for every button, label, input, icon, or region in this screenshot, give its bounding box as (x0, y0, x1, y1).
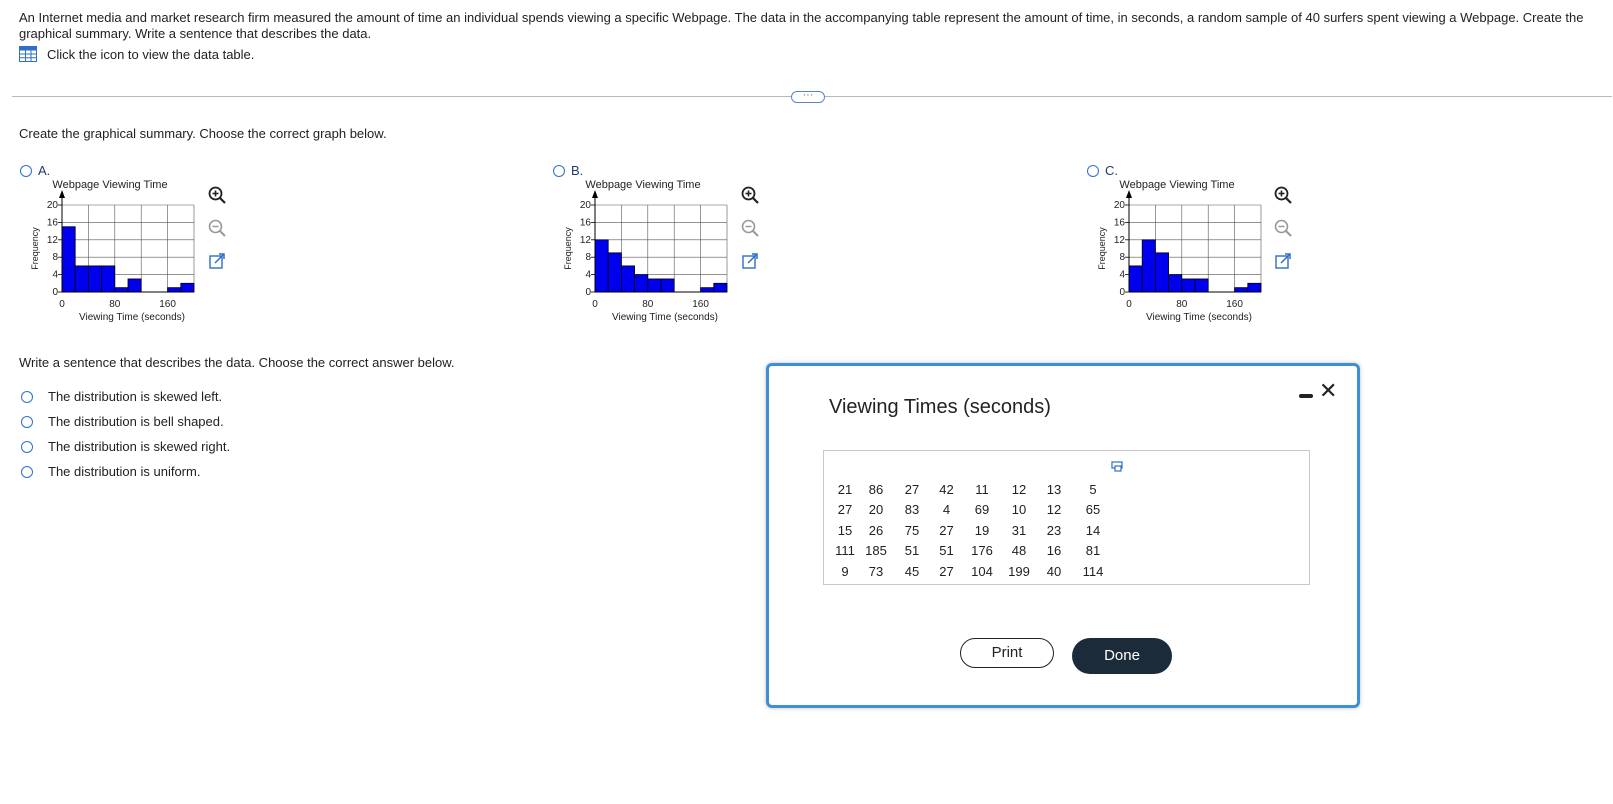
x-axis-label: Viewing Time (seconds) (79, 312, 185, 323)
data-row (832, 520, 1115, 541)
answer-uniform[interactable] (21, 459, 230, 484)
y-tick-label: 12 (46, 234, 58, 246)
histogram-bar (1195, 279, 1208, 292)
data-cell: 83 (904, 502, 920, 518)
data-cell: 45 (904, 563, 920, 579)
y-tick-label: 0 (1119, 287, 1125, 298)
data-cell: 27 (939, 522, 954, 538)
data-cell: 199 (1008, 563, 1030, 579)
data-cell: 4 (942, 502, 951, 518)
answer-label[interactable]: The distribution is skewed left. (48, 389, 223, 404)
data-cell: 21 (837, 481, 853, 497)
y-tick-label: 0 (585, 287, 591, 298)
expand-ellipsis-button[interactable]: ··· (791, 91, 825, 103)
x-tick-label: 0 (592, 299, 598, 310)
histogram-bar (168, 288, 181, 292)
answer-radio[interactable] (21, 441, 33, 453)
answer-radio[interactable] (21, 466, 33, 478)
y-tick-label: 8 (585, 252, 591, 264)
data-cell: 27 (837, 502, 853, 518)
x-tick-label: 80 (109, 299, 121, 310)
chart-title: Webpage Viewing Time (1119, 179, 1235, 191)
data-cell: 5 (1089, 481, 1097, 497)
data-cell: 42 (939, 481, 954, 497)
histogram-b (561, 176, 761, 336)
y-tick-label: 20 (46, 200, 58, 211)
data-cell: 48 (1011, 543, 1027, 559)
x-axis-label: Viewing Time (seconds) (612, 312, 718, 323)
zoom-out-icon[interactable] (207, 218, 227, 238)
option-a-label[interactable]: A. (38, 163, 51, 178)
data-row (832, 500, 1115, 521)
done-button[interactable]: Done (1072, 638, 1172, 674)
answer-skewed-left[interactable] (21, 384, 230, 409)
chart-title: Webpage Viewing Time (52, 179, 168, 191)
y-tick-label: 4 (585, 269, 591, 281)
y-tick-label: 8 (52, 252, 58, 264)
close-icon[interactable]: ✕ (1319, 378, 1338, 403)
histogram-bar (648, 279, 661, 292)
data-cell: 16 (1046, 543, 1062, 559)
data-cell: 12 (1046, 502, 1062, 518)
histogram-bar (608, 253, 621, 292)
data-cell: 75 (904, 522, 920, 538)
answer-bell-shaped[interactable] (21, 409, 230, 434)
data-cell: 185 (865, 543, 887, 559)
option-a-radio[interactable] (20, 165, 32, 177)
histogram-bar (1142, 240, 1155, 292)
zoom-in-icon[interactable] (740, 185, 760, 205)
answer-list (21, 384, 230, 484)
data-cell: 40 (1046, 563, 1062, 579)
answer-radio[interactable] (21, 416, 33, 428)
data-row (832, 479, 1115, 500)
histogram-bar (1182, 279, 1195, 292)
data-row (832, 541, 1115, 562)
data-cell: 111 (835, 543, 855, 559)
x-axis-label: Viewing Time (seconds) (1146, 312, 1252, 323)
x-tick-label: 0 (59, 299, 65, 310)
histogram-bar (115, 288, 128, 292)
data-cell: 51 (939, 543, 954, 559)
y-tick-label: 20 (579, 200, 591, 211)
x-tick-label: 160 (692, 299, 709, 310)
graph-question: Create the graphical summary. Choose the correct graph below. (19, 126, 387, 141)
answer-radio[interactable] (21, 391, 33, 403)
histogram-bar (621, 266, 634, 292)
chart-title: Webpage Viewing Time (585, 179, 701, 191)
zoom-in-icon[interactable] (207, 185, 227, 205)
histogram-bar (1169, 275, 1182, 292)
histogram-bar (1155, 253, 1168, 292)
x-tick-label: 160 (1226, 299, 1243, 310)
data-cell: 65 (1085, 502, 1101, 518)
x-tick-label: 80 (1176, 299, 1188, 310)
data-cell: 104 (971, 563, 993, 579)
y-axis-arrow (59, 190, 65, 198)
y-axis-label: Frequency (30, 227, 40, 270)
y-tick-label: 16 (579, 217, 591, 229)
histogram-c (1095, 176, 1295, 336)
answer-label[interactable]: The distribution is bell shaped. (48, 414, 224, 429)
histogram-bar (714, 283, 727, 292)
histogram-bar (1235, 288, 1248, 292)
data-table (832, 479, 1115, 582)
pop-out-icon[interactable] (1273, 251, 1293, 271)
minimize-icon[interactable] (1299, 394, 1313, 398)
data-cell: 14 (1085, 522, 1101, 538)
histogram-bar (88, 266, 101, 292)
data-cell: 176 (971, 543, 993, 559)
modal-title: Viewing Times (seconds) (829, 396, 1051, 418)
data-cell: 114 (1082, 563, 1104, 579)
data-cell: 27 (939, 563, 954, 579)
y-tick-label: 16 (46, 217, 58, 229)
answer-skewed-right[interactable] (21, 434, 230, 459)
histogram-bar (102, 266, 115, 292)
answer-label[interactable]: The distribution is skewed right. (48, 439, 231, 454)
option-c-radio[interactable] (1087, 165, 1099, 177)
data-link-label[interactable]: Click the icon to view the data table. (47, 46, 255, 62)
x-tick-label: 0 (1126, 299, 1132, 310)
zoom-out-icon[interactable] (740, 218, 760, 238)
answer-label[interactable]: The distribution is uniform. (48, 464, 201, 479)
histogram-bar (181, 283, 194, 292)
y-tick-label: 16 (1113, 217, 1125, 229)
y-axis-label: Frequency (1097, 227, 1107, 270)
data-cell: 19 (974, 522, 990, 538)
data-cell: 20 (868, 502, 884, 518)
y-tick-label: 4 (52, 269, 58, 281)
histogram-bar (595, 240, 608, 292)
data-cell: 15 (837, 522, 853, 538)
histogram-svg (561, 176, 761, 336)
pop-out-icon[interactable] (740, 251, 760, 271)
option-b-label[interactable]: B. (571, 163, 584, 178)
y-tick-label: 20 (1113, 200, 1125, 211)
histogram-a (28, 176, 228, 336)
histogram-bar (661, 279, 674, 292)
histogram-bar (635, 275, 648, 292)
y-tick-label: 0 (52, 287, 58, 298)
data-cell: 10 (1011, 502, 1027, 518)
data-cell: 31 (1011, 522, 1027, 538)
data-table-box (823, 450, 1310, 585)
data-cell: 11 (975, 481, 989, 497)
data-cell: 23 (1046, 522, 1062, 538)
data-cell: 12 (1011, 481, 1027, 497)
pop-out-icon[interactable] (207, 251, 227, 271)
y-tick-label: 8 (1119, 252, 1125, 264)
zoom-out-icon[interactable] (1273, 218, 1293, 238)
y-tick-label: 12 (579, 234, 591, 246)
histogram-bar (128, 279, 141, 292)
x-tick-label: 80 (642, 299, 654, 310)
y-axis-label: Frequency (563, 227, 573, 270)
x-tick-label: 160 (159, 299, 176, 310)
data-cell: 13 (1046, 481, 1062, 497)
copy-icon[interactable] (1111, 461, 1125, 473)
y-axis-arrow (592, 190, 598, 198)
data-cell: 81 (1085, 543, 1101, 559)
data-table-link[interactable] (19, 46, 254, 62)
option-c-label[interactable]: C. (1105, 163, 1118, 178)
data-cell: 9 (841, 563, 849, 579)
histogram-bar (1248, 283, 1261, 292)
data-cell: 73 (868, 563, 884, 579)
option-b-radio[interactable] (553, 165, 565, 177)
histogram-bar (701, 288, 714, 292)
data-table-modal (766, 363, 1360, 708)
histogram-svg (28, 176, 228, 336)
table-icon[interactable] (19, 46, 37, 62)
data-cell: 27 (904, 481, 920, 497)
histogram-bar (62, 227, 75, 292)
histogram-svg (1095, 176, 1295, 336)
print-button[interactable]: Print (960, 638, 1054, 668)
data-cell: 86 (868, 481, 884, 497)
data-cell: 69 (974, 502, 990, 518)
data-row (832, 561, 1115, 582)
problem-text: An Internet media and market research firm measured the amount of time an individual spends viewing a specific Webpage. The data in the accompanying table represent the amount of time, in seconds, a random sample of 40 surfers spent viewing a Webpage. Create the graphical summary. Write a sentence that describes the data. (19, 10, 1584, 41)
data-cell: 26 (868, 522, 884, 538)
y-axis-arrow (1126, 190, 1132, 198)
data-cell: 51 (904, 543, 920, 559)
histogram-bar (75, 266, 88, 292)
y-tick-label: 12 (1113, 234, 1125, 246)
histogram-bar (1129, 266, 1142, 292)
zoom-in-icon[interactable] (1273, 185, 1293, 205)
y-tick-label: 4 (1119, 269, 1125, 281)
sentence-question: Write a sentence that describes the data. Choose the correct answer below. (19, 355, 455, 370)
